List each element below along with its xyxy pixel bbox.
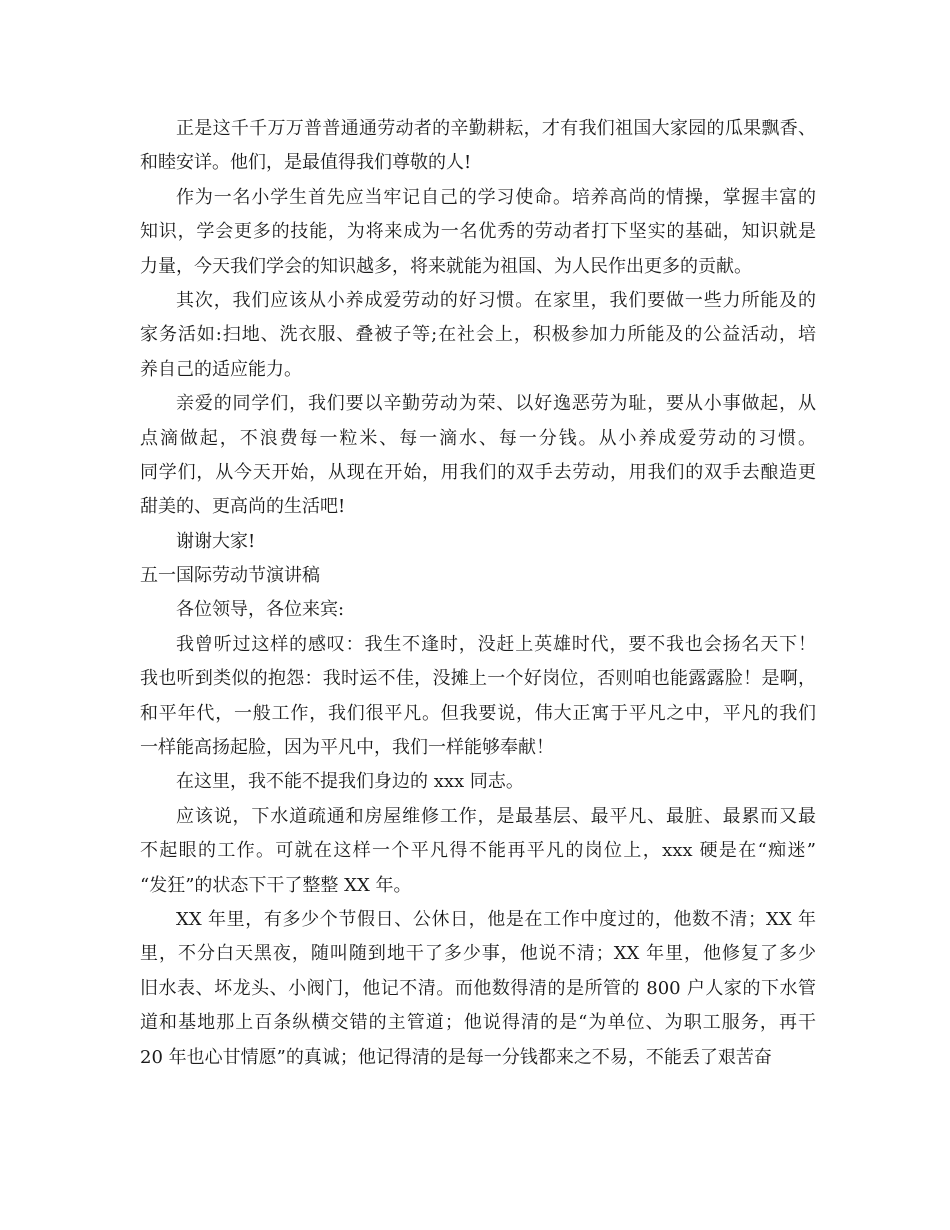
paragraph-line: 我也听到类似的抱怨：我时运不佳，没摊上一个好岗位，否则咱也能露露脸！是啊， — [140, 668, 816, 690]
paragraph-line: 甜美的、更高尚的生活吧! — [140, 496, 346, 518]
paragraph-line: 家务活如:扫地、洗衣服、叠被子等;在社会上，积极参加力所能及的公益活动，培 — [140, 324, 816, 346]
paragraph-line: 我曾听过这样的感叹：我生不逢时，没赶上英雄时代，要不我也会扬名天下！ — [176, 633, 816, 655]
paragraph-line: “发狂”的状态下干了整整 XX 年。 — [140, 874, 412, 896]
section-title — [140, 559, 816, 593]
paragraph-line: 各位领导，各位来宾: — [176, 599, 345, 621]
paragraph-line: 不起眼的工作。可就在这样一个平凡得不能再平凡的岗位上，xxx 硬是在“痴迷” — [140, 840, 816, 862]
paragraph-line: 点滴做起，不浪费每一粒米、每一滴水、每一分钱。从小养成爱劳动的习惯。 — [140, 427, 816, 449]
paragraph — [140, 387, 816, 525]
paragraph — [140, 593, 816, 627]
paragraph-line: 力量，今天我们学会的知识越多，将来就能为祖国、为人民作出更多的贡献。 — [140, 255, 752, 277]
paragraph — [140, 112, 816, 181]
paragraph-line: XX 年里，有多少个节假日、公休日，他是在工作中度过的，他数不清；XX 年 — [176, 908, 816, 930]
paragraph — [140, 903, 816, 1075]
paragraph — [140, 181, 816, 284]
section-title-text: 五一国际劳动节演讲稿 — [140, 565, 320, 587]
paragraph-line: 和平年代，一般工作，我们很平凡。但我要说，伟大正寓于平凡之中，平凡的我们 — [140, 702, 816, 724]
paragraph — [140, 525, 816, 559]
paragraph-line: 正是这千千万万普普通通劳动者的辛勤耕耘，才有我们祖国大家园的瓜果飘香、 — [176, 118, 816, 139]
paragraph-line: 亲爱的同学们，我们要以辛勤劳动为荣、以好逸恶劳为耻，要从小事做起，从 — [176, 393, 816, 415]
paragraph — [140, 628, 816, 766]
paragraph — [140, 800, 816, 903]
paragraph-line: 20 年也心甘情愿”的真诚；他记得清的是每一分钱都来之不易，不能丢了艰苦奋 — [140, 1046, 772, 1068]
paragraph-line: 道和基地那上百条纵横交错的主管道；他说得清的是“为单位、为职工服务，再干 — [140, 1012, 816, 1034]
paragraph-line: 旧水表、坏龙头、小阀门，他记不清。而他数得清的是所管的 800 户人家的下水管 — [140, 977, 816, 999]
document-body — [140, 112, 816, 1075]
paragraph-line: 应该说，下水道疏通和房屋维修工作，是最基层、最平凡、最脏、最累而又最 — [176, 805, 816, 827]
paragraph-line: 知识，学会更多的技能，为将来成为一名优秀的劳动者打下坚实的基础，知识就是 — [140, 221, 816, 243]
paragraph-line: 在这里，我不能不提我们身边的 xxx 同志。 — [176, 771, 524, 793]
paragraph-line: 里，不分白天黑夜，随叫随到地干了多少事，他说不清；XX 年里，他修复了多少 — [140, 943, 816, 965]
paragraph-line: 和睦安详。他们，是最值得我们尊敬的人! — [140, 152, 472, 174]
paragraph-line: 养自己的适应能力。 — [140, 358, 302, 380]
paragraph-line: 同学们，从今天开始，从现在开始，用我们的双手去劳动，用我们的双手去酿造更 — [140, 461, 816, 483]
paragraph — [140, 765, 816, 799]
paragraph-line: 谢谢大家! — [176, 530, 256, 552]
paragraph-line: 作为一名小学生首先应当牢记自己的学习使命。培养高尚的情操，掌握丰富的 — [176, 186, 816, 208]
paragraph-line: 其次，我们应该从小养成爱劳动的好习惯。在家里，我们要做一些力所能及的 — [176, 289, 816, 311]
paragraph-line: 一样能高扬起脸，因为平凡中，我们一样能够奉献！ — [140, 737, 554, 759]
paragraph — [140, 284, 816, 387]
